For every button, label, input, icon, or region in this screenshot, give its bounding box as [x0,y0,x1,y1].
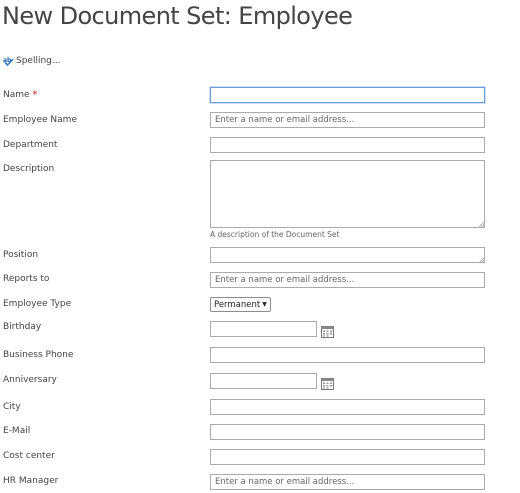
reports-to-people-picker[interactable] [210,272,485,288]
reports-to-label: Reports to [3,274,50,284]
department-input[interactable] [210,137,485,153]
name-input[interactable] [210,87,485,103]
hr-manager-people-picker[interactable] [210,474,485,490]
required-marker: * [32,90,38,100]
description-label: Description [3,164,55,174]
department-label: Department [3,140,58,150]
calendar-icon[interactable] [321,375,334,387]
birthday-date-input[interactable] [210,321,317,337]
position-label: Position [3,250,39,260]
employee-type-label: Employee Type [3,299,72,309]
employee-type-select[interactable] [210,297,271,312]
hr-manager-label: HR Manager [3,476,59,486]
spellcheck-icon [3,56,16,66]
position-container [210,247,485,263]
cost-center-label: Cost center [3,451,55,461]
business-phone-label: Business Phone [3,350,74,360]
anniversary-date-input[interactable] [210,373,317,389]
description-hint: A description of the Document Set [210,230,340,239]
employee-name-people-picker[interactable] [210,112,485,128]
anniversary-label: Anniversary [3,375,57,385]
birthday-label: Birthday [3,322,42,332]
description-textarea[interactable] [210,160,485,228]
city-label: City [3,402,21,412]
name-label: Name * [3,90,38,100]
email-label: E-Mail [3,426,31,436]
dropdown-arrow-icon: ▼ [262,301,267,308]
description-container [210,160,485,228]
spelling-label: Spelling... [16,56,61,66]
page-title: New Document Set: Employee [2,2,353,30]
cost-center-input[interactable] [210,449,485,465]
svg-text:ab: ab [3,57,12,64]
business-phone-input[interactable] [210,347,485,363]
email-input[interactable] [210,424,485,440]
city-input[interactable] [210,399,485,415]
employee-type-selected: Permanent [214,299,261,310]
position-input[interactable] [210,247,485,263]
calendar-icon[interactable] [321,323,334,335]
employee-name-label: Employee Name [3,115,77,125]
spelling-button[interactable] [3,56,60,66]
